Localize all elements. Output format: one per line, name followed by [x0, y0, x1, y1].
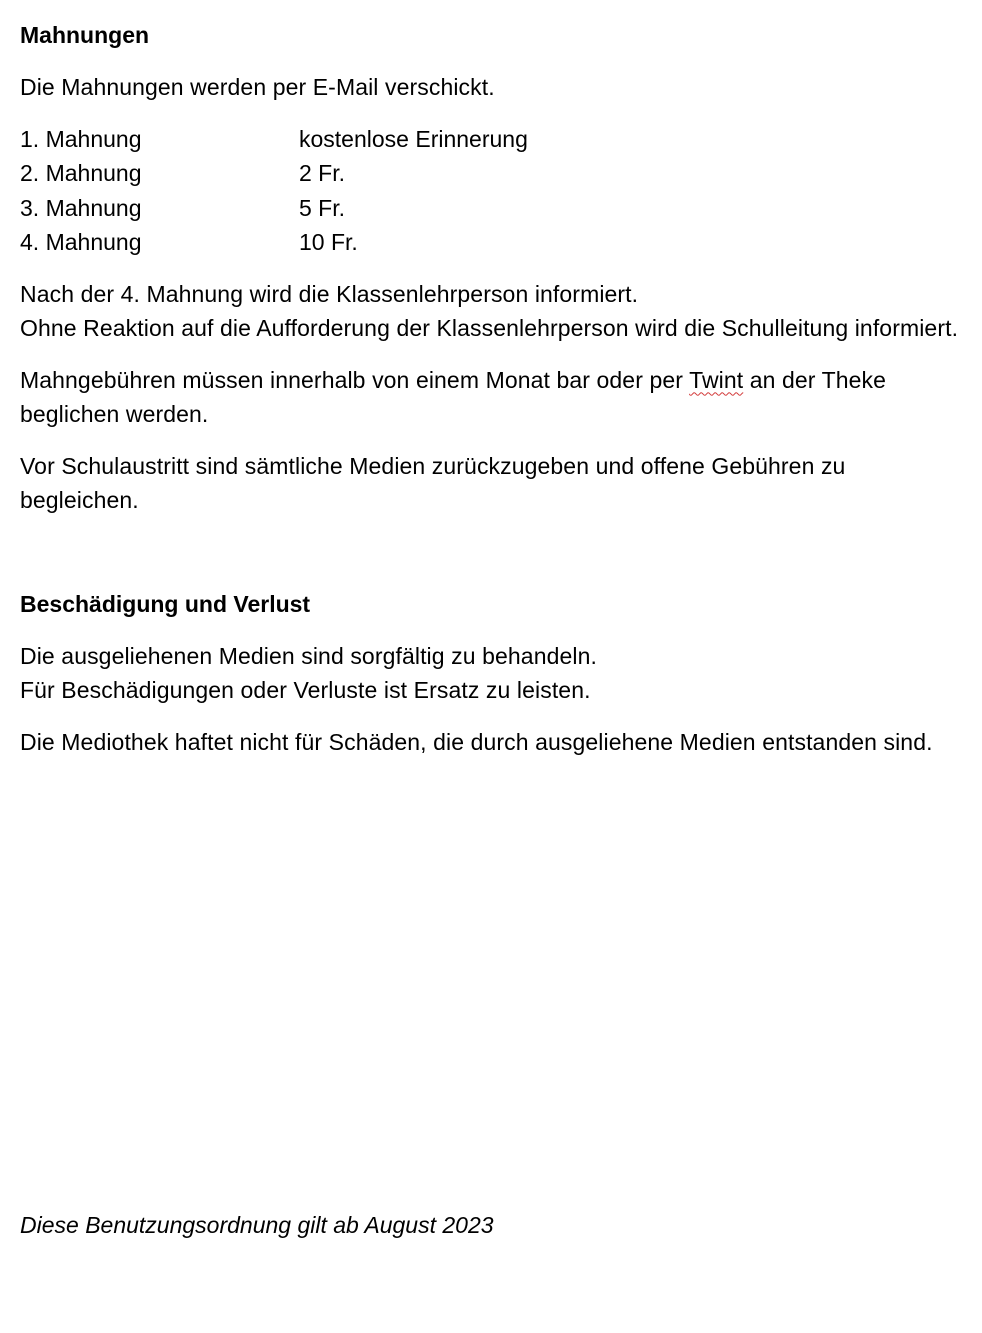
reminders-intro: Die Mahnungen werden per E-Mail verschickt.: [20, 74, 495, 100]
section-heading-reminders: Mahnungen: [20, 22, 150, 48]
fee-label: 3. Mahnung: [20, 194, 142, 221]
payment-text: Mahngebühren müssen innerhalb von einem Monat bar oder per: [20, 366, 690, 393]
care-line: Die ausgeliehenen Medien sind sorgfältig zu behandeln.: [20, 642, 597, 669]
care-line: Für Beschädigungen oder Verluste ist Ersatz zu leisten.: [20, 677, 591, 703]
payment-text: an der Theke beglichen werden.: [20, 366, 887, 427]
fee-value: kostenlose Erinnerung: [299, 125, 528, 152]
section-spacer: [20, 535, 965, 587]
escalation-paragraph: [20, 277, 965, 346]
validity-note: Diese Benutzungsordnung gilt ab August 2023: [20, 1212, 494, 1238]
escalation-line: Nach der 4. Mahnung wird die Klassenlehrperson informiert.: [20, 280, 639, 307]
fee-row: [20, 191, 965, 226]
fee-row: [20, 122, 965, 157]
escalation-line: Ohne Reaktion auf die Aufforderung der Klassenlehrperson wird die Schulleitung informiert.: [20, 315, 959, 341]
document-page: [20, 18, 965, 776]
departure-paragraph: Vor Schulaustritt sind sämtliche Medien zurückzugeben und offene Gebühren zu begleichen.: [20, 452, 846, 513]
fee-label: 4. Mahnung: [20, 229, 142, 255]
fee-value: 5 Fr.: [299, 194, 346, 221]
fee-label: 1. Mahnung: [20, 125, 142, 152]
care-paragraph: [20, 639, 965, 708]
fee-row: [20, 225, 965, 260]
fee-label: 2. Mahnung: [20, 160, 142, 186]
fee-value: 10 Fr.: [299, 229, 358, 255]
payment-paragraph: [20, 363, 965, 432]
reminder-fee-list: [20, 122, 965, 260]
liability-paragraph: Die Mediothek haftet nicht für Schäden, die durch ausgeliehene Medien entstanden sind.: [20, 728, 933, 755]
spellcheck-flagged-word[interactable]: Twint: [689, 366, 744, 393]
fee-row: [20, 156, 965, 191]
fee-value: 2 Fr.: [299, 160, 346, 186]
section-heading-damage: Beschädigung und Verlust: [20, 590, 311, 617]
